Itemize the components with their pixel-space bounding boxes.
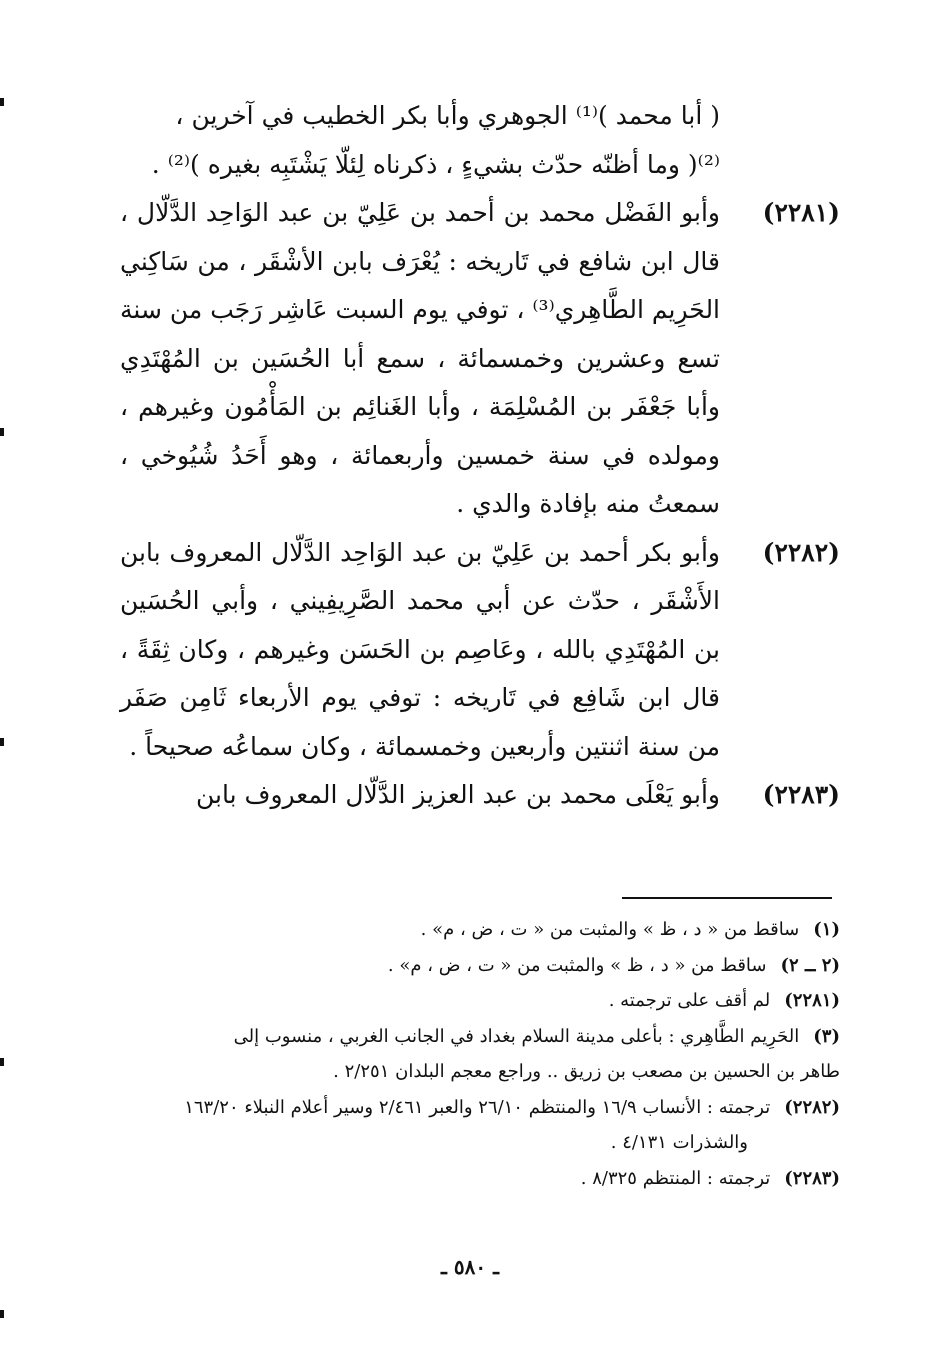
footnote [80, 948, 840, 984]
page-number: ـ ٥٨٠ ـ [441, 1255, 499, 1279]
footnote-number: (٣) [813, 1025, 840, 1047]
scan-mark [0, 1310, 4, 1318]
entry-2281 [120, 189, 840, 529]
entry-number: (٢٢٨٣) [762, 780, 840, 809]
scan-mark [0, 428, 4, 436]
footnote-text: لم أقف على ترجمته . [608, 990, 771, 1011]
footnote [80, 1090, 840, 1126]
footnote [80, 983, 840, 1019]
scan-mark [0, 98, 4, 106]
footnote-number: (٢٢٨١) [784, 990, 840, 1011]
footnote-text: ساقط من « د ، ظ » والمثبت من « ت ، ض ، م» . [387, 954, 767, 976]
footnote-text: ساقط من « د ، ظ » والمثبت من « ت ، ض ، م» . [420, 919, 800, 940]
footnotes [80, 912, 840, 1196]
entry-text: وأبو يَعْلَى محمد بن عبد العزيز الدَّلّال المعروف بابن [196, 780, 720, 809]
entry-text: وأبو الفَضْل محمد بن أحمد بن عَلِيّ بن عبد الوَاحِد الدَّلّال ، قال ابن شافع في تَاريخه : يُعْرَف بابن الأشْقَر ، من سَاكِني الحَرِيم الطَّاهِري⁽³⁾ ، توفي يوم السبت عَاشِر رَجَب من سنة تسع وعشرين وخمسمائة ، سمع أبا الحُسَين بن المُهْتَدِي وأبا جَعْفَر بن المُسْلِمَة ، وأبا الغَنائِم بن المَأْمُون وغيرهم ، ومولده في سنة خمسين وأربعمائة ، وهو أَحَدُ شُيُوخي ، سمعتُ منه بإفادة والدي . [120, 198, 721, 518]
scan-mark [0, 738, 4, 746]
footnote-number: (٢ ــ ٢) [780, 954, 840, 976]
main-text [120, 92, 840, 820]
footnote-continuation: والشذرات ٤/١٣١ . [610, 1132, 748, 1153]
footnote-continuation: طاهر بن الحسين بن مصعب بن زريق .. وراجع معجم البلدان ٢/٢٥١ . [333, 1061, 840, 1082]
scan-mark [0, 1058, 4, 1066]
footnote [80, 912, 840, 948]
footnote [80, 1161, 840, 1197]
footnote-text: ترجمته : المنتظم ٨/٣٢٥ . [580, 1167, 771, 1189]
entry-text: وأبو بكر أحمد بن عَلِيّ بن عبد الوَاحِد الدَّلّال المعروف بابن الأَشْقَر ، حدّث عن أبي محمد الصَّرِيفِيني ، وأبي الحُسَين بن المُهْتَدِي بالله ، وعَاصِم بن الحَسَن وغيرهم ، وكان ثِقَةً ، قال ابن شَافِع في تَاريخه : توفي يوم الأربعاء ثَامِن صَفَر من سنة اثنتين وأربعين وخمسمائة ، وكان سماعُه صحيحاً . [120, 537, 720, 761]
entry-number: (٢٢٨١) [762, 198, 840, 227]
entry-2282 [120, 529, 840, 772]
continued-line: ( أبا محمد )⁽¹⁾ الجوهري وأبا بكر الخطيب في آخرين ، [175, 101, 720, 130]
footnote-number: (٢٢٨٣) [784, 1167, 840, 1189]
footnote-separator [622, 897, 832, 899]
entry-2283 [120, 771, 840, 820]
footnote-text: ترجمته : الأنساب ١٦/٩ والمنتظم ٢٦/١٠ والعبر ٢/٤٦١ وسير أعلام النبلاء ١٦٣/٢٠ [184, 1096, 771, 1118]
footnote-text: الحَرِيم الطَّاهِري : بأعلى مدينة السلام بغداد في الجانب الغربي ، منسوب إلى [233, 1025, 800, 1047]
footnote [80, 1019, 840, 1055]
footnote-number: (١) [813, 919, 840, 940]
footnote-number: (٢٢٨٢) [784, 1096, 840, 1118]
entry-number: (٢٢٨٢) [762, 537, 840, 567]
continued-line: ⁽²⁾( وما أظنّه حدّث بشيءٍ ، ذكرناه لِئلّا يَشْتَبِه بغيره )⁽²⁾ . [151, 149, 720, 179]
